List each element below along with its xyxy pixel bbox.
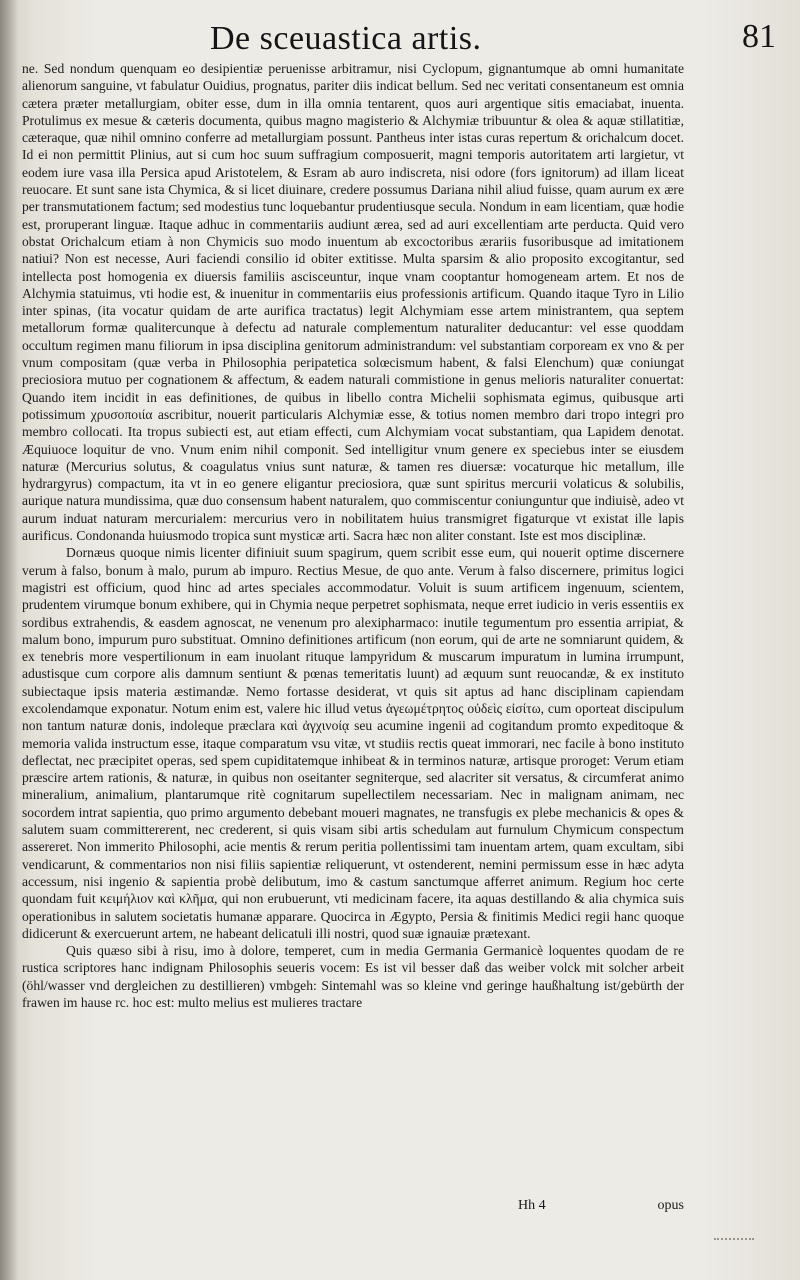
- main-text-block: [22, 60, 684, 1011]
- gutter-shadow: [0, 0, 18, 1280]
- page-footer: [22, 1198, 684, 1218]
- paragraph-2: Dornæus quoque nimis licenter difiniuit suum spagirum, quem scribit esse eum, qui nouerit optime discernere verum à falso, bonum à malo, purum ab impuro. Rectius Mesue, de quo ante. Verum à falso discernere, primitus logici magistri est officium, quod hinc ad artes speciales accommodatur. Voluit is suum artificem ingenuum, scientem, prudentem virumque bonum exhibere, qui in Chymia neque perpetret sophismata, neque erret iudicio in veris essentiis ex sordibus extrahendis, & easdem agnoscat, ne venenum pro alexipharmaco: inutile tegumentum pro essentia arripiat, & malum bono, impurum puro substituat. Omnino definitiones artificum (non eorum, qui de arte ne somniarunt quidem, & ex tenebris more vespertilionum in eam inuolant rituque lampyridum & muscarum impuratum in lumina irrumpunt, adustisque cum corpore alis damnum sentiunt & pœnas temeritatis luunt) ad æquum sunt reuocandæ, & ex instituto subiectaque ipsis materia æstimandæ. Nemo fortasse desiderat, vt quis sit aptus ad hanc disciplinam capiendam excolendamque exponatur. Notum enim est, valere hic illud vetus ἀγεωμέτρητος οὐδεὶς εἰσίτω, cum oporteat discipulum non tantum naturæ donis, indoleque præclara καὶ ἀγχινοίᾳ seu acumine ingenii ad cogitandum promto expeditoque & memoria valida instructum esse, itaque comparatum vsu vitæ, vt studiis rectis queat immorari, nec facile à bono instituto deflectat, nec præcipitet operas, sed spem cupiditatemque inhibeat & in terminos naturæ, artisque proroget: Verum etiam præscire artem rationis, & naturæ, in quibus non oseitanter segniterque, sed alacriter sit versatus, & circumferat animo mineralium, animalium, plantarumque ritè cognitarum supellectilem necessariam. Nec in malignam animam, nec socordem intrat sapientia, quo primo argumento debebant moueri magnates, ne transfugis ex plebe mechanicis & opes & salutem suam committererent, nec crederent, si quis visam sibi artis schedulam aut furnulum Chymicum conspectum assereret. Non immerito Philosophi, acie mentis & rerum peritia pollentissimi tam inuentam artem, quam excultam, sibi vendicarunt, & commentarios non nisi filiis sapientiæ reliquerunt, vt ostenderent, nemini permissum esse in hæc adyta accessum, nisi ingenio & sapientia probè delibutum, imo & castum sanctumque afferret animum. Regium hoc certe quondam fuit κειμήλιον καὶ κλῆμα, qui non erubuerunt, vti medicinam facere, ita aquas destillando & alia chymica suis operationibus in salutem societatis humanæ apparare. Quocirca in Ægypto, Persia & finitimis Medici regii hanc quoque didicerunt & exercuerunt artem, ne habeant delicatuli illi nostri, quod suæ ignauiæ prætexant.: [22, 545, 684, 941]
- signature-mark: Hh 4: [518, 1198, 546, 1213]
- page-number: 81: [742, 18, 776, 55]
- page-header: [0, 18, 800, 62]
- paper-edge-mark: [714, 1238, 754, 1246]
- paragraph-1: ne. Sed nondum quenquam eo desipientiæ peruenisse arbitramur, nisi Cyclopum, gignantumque ab omni humanitate alienorum sanguine, vt fabulatur Ouidius, prognatus, pariter diis indicat bellum. Sed nec veritati consentaneum est omnia cætera præter metallurgiam, obiter esse, dum in illa omnia tentarent, quos auri argentique sitis emaciabat, inuenta. Protulimus ex mesue & cæteris documenta, quibus magno magisterio & Alchymiæ tribuuntur & olea & aquæ stillatitiæ, cæteraque, quæ nihil omnino conferre ad metallurgiam possunt. Pantheus inter istas curas repertum & orichalcum docet. Id ei non permittit Plinius, aut si cum hoc suum suffragium composuerit, magni temporis autoritatem arti largietur, vt eodem iure vasa illa Persica apud Aristotelem, & Esram ab auro indiscreta, nisi odore (fors ignitorum) ad illam liceat reuocare. Et sunt sane ista Chymica, & si licet diuinare, credere possumus Dariana nihil aliud fuisse, quam aurum ex ære per transmutationem factum; sed modestius tunc loquebantur prudentiusque secula. Nondum in eam licentiam, quæ hodie est, proruperant linguæ. Itaque adhuc in commentariis audiunt ærea, sed ad auri excellentiam arte perducta. Quid vero obstat Orichalcum etiam à non Chymicis suo modo inuentum ab excoctoribus ærariis fusoribusque ad imitationem natiui? Non est necesse, Auri faciendi consilio id obiter extitisse. Multa sparsim & alio proposito excogitantur, sed intellecta post homogenia ex diuersis familiis ascisceuntur, inque vnam cooptantur homogeneam artem. Et nos de Alchymia statuimus, vti hodie est, & inuenitur in commentariis eius professionis artificum. Quando itaque Tyro in Lilio inter spinas, (ita vocatur quidam de arte aurifica tractatus) legit Alchymiam esse artem ministrantem, qua septem metallorum formæ qualitercunque à defectu ad naturale complementum naturaliter deducantur: vel esse quoddam occultum regimen manu filiorum in ipsa disciplina genitorum administrandum: vel substantiam corpoream ex vno & per vnum compositam (quæ verba in Philosophia peripatetica solœcismum habent, & falsi Elenchum) quæ coniungat preciosiora mutuo per cognationem & affectum, & eadem naturali commistione in genus melioris naturaliter conuertat: Quando item incidit in eas definitiones, de quibus in libello contra Michelii sophismata egimus, quibusque arti potissimum χρυσοποιία ascribitur, nouerit particularis Alchymiæ esse, & totius nomen membro dari tropo integri pro membro collocati. Ita tropus subiecti est, aut etiam effecti, cum Alchymiam vocat substantiam, qua Lapidem denotat. Æquiuoce loquitur de vno. Vnum enim nihil componit. Sed intelligitur vnum genere ex speciebus inter se eiusdem naturæ (Mercurius solutus, & coagulatus vnius sunt naturæ, & tamen res diuersæ: vocaturque hic metallum, ille hydrargyrus) compactum, ita vt in eo genere eligantur preciosiora, quæ sunt spiritus mercurii volaticus & solubilis, aurique natura mundissima, quæ duo consensum habent naturalem, quo commiscentur coniunguntur que indiuisè, adeo vt aurum induat naturam mercurialem: mercurius vero in nobilitatem huius transmigret figaturque vt existat ille lapis aurificus. Condonanda huiusmodo tropica sunt mysticæ arti. Sacra hæc non aliter constant. Iste est mos disciplinæ.: [22, 61, 684, 544]
- catchword: opus: [657, 1198, 684, 1213]
- paragraph-3: Quis quæso sibi à risu, imo à dolore, temperet, cum in media Germania Germanicè loquentes quodam de re rustica scriptores hanc indignam Philosophis seueris vocem: Es ist vil besser daß das weiber volck mit solcher arbeit (öhl/wasser vnd dergleichen zu destillieren) vmbgeh: Sintemahl was so kleine vnd geringe haußhaltung ist/gebürth der frawen im hause rc. hoc est: multo melius est mulieres tractare: [22, 943, 684, 1011]
- running-title: De sceuastica artis.: [210, 20, 482, 57]
